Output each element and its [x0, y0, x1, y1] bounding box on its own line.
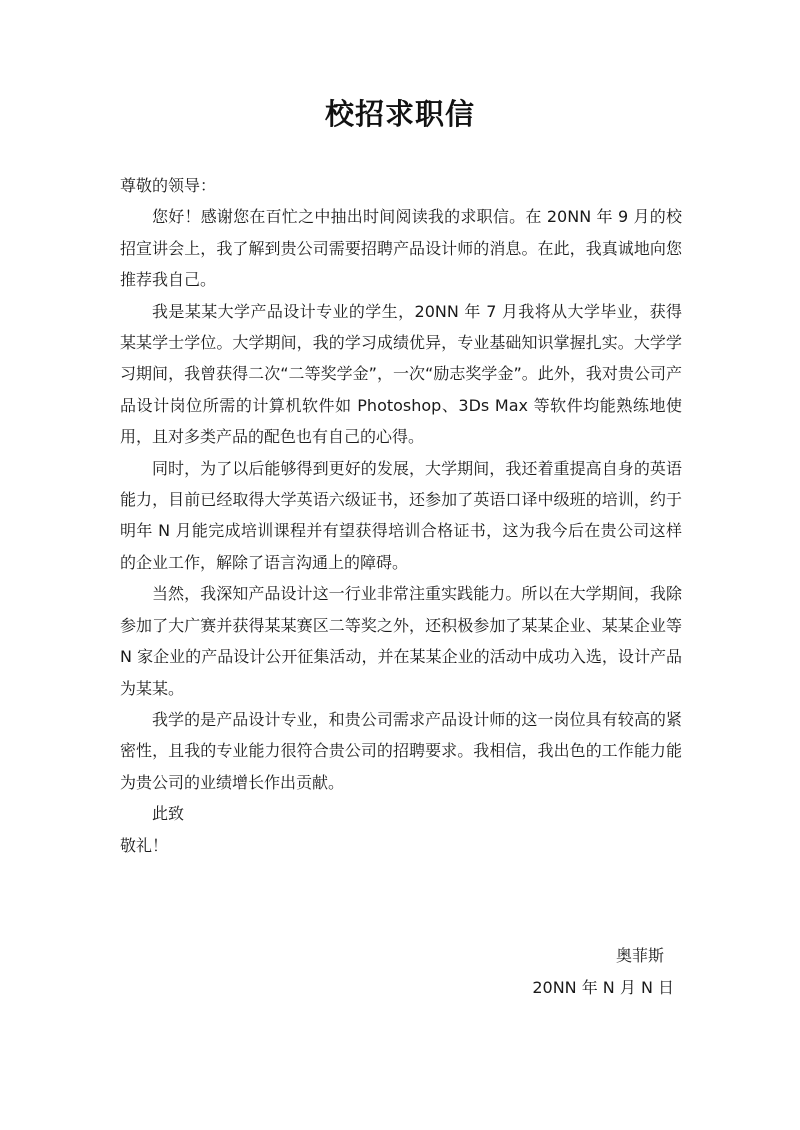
paragraph-conclusion: 我学的是产品设计专业，和贵公司需求产品设计师的这一岗位具有较高的紧密性，且我的专业能力很符合贵公司的招聘要求。我相信，我出色的工作能力能为贵公司的业绩增长作出贡献。	[120, 709, 682, 792]
letter-body	[120, 170, 682, 861]
closing: 此致	[152, 804, 185, 824]
paragraph-education: 我是某某大学产品设计专业的学生，20NN 年 7 月我将从大学毕业，获得某某学士学位。大学期间，我的学习成绩优异，专业基础知识掌握扎实。大学学习期间，我曾获得二次“二等奖学金”，一次“励志奖学金”。此外，我对贵公司产品设计岗位所需的计算机软件如 Photoshop、3Ds Max 等软件均能熟练地使用，且对多类产品的配色也有自己的心得。	[120, 301, 682, 447]
regards: 敬礼！	[120, 835, 169, 855]
paragraph-english: 同时，为了以后能够得到更好的发展，大学期间，我还着重提高自身的英语能力，目前已经取得大学英语六级证书，还参加了英语口译中级班的培训，约于明年 N 月能完成培训课程并有望获得培训合格证书，这为我今后在贵公司这样的企业工作，解除了语言沟通上的障碍。	[120, 458, 682, 572]
salutation: 尊敬的领导：	[120, 176, 217, 195]
paragraph-greeting: 您好！感谢您在百忙之中抽出时间阅读我的求职信。在 20NN 年 9 月的校招宣讲会上，我了解到贵公司需要招聘产品设计师的消息。在此，我真诚地向您推荐我自己。	[120, 207, 682, 290]
letter-date: 20NN 年 N 月 N 日	[532, 978, 674, 997]
letter-title: 校招求职信	[324, 97, 475, 131]
signature: 奥菲斯	[615, 946, 664, 965]
paragraph-practice: 当然，我深知产品设计这一行业非常注重实践能力。所以在大学期间，我除参加了大广赛并获得某某赛区二等奖之外，还积极参加了某某企业、某某企业等 N 家企业的产品设计公开征集活动，并在某某企业的活动中成功入选，设计产品为某某。	[120, 584, 682, 698]
